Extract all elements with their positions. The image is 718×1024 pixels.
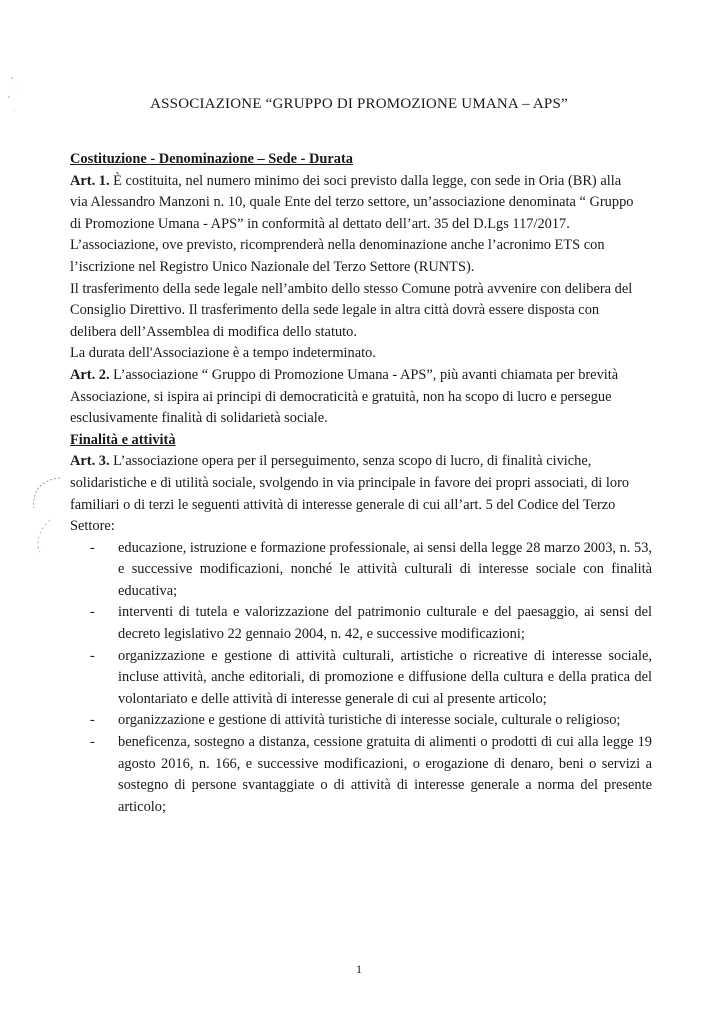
article-2: [70, 365, 652, 430]
list-item-text: organizzazione e gestione di attività turistiche di interesse sociale, culturale o religioso;: [118, 712, 621, 729]
list-item: [70, 646, 652, 711]
stamp-mark: [0, 460, 70, 570]
article-2-label: Art. 2.: [70, 366, 110, 383]
paragraph-line: Consiglio Direttivo. Il trasferimento della sede legale in altra città dovrà essere disposta con: [70, 302, 600, 319]
section-heading-costituzione: Costituzione - Denominazione – Sede - Durata: [70, 151, 353, 167]
document-title: ASSOCIAZIONE “GRUPPO DI PROMOZIONE UMANA – APS”: [150, 96, 568, 112]
paragraph-trasferimento: [70, 279, 652, 344]
list-dash: -: [90, 712, 95, 729]
article-1: [70, 171, 652, 279]
article-1-line: L’associazione, ove previsto, ricomprenderà nella denominazione anche l’acronimo ETS con: [70, 237, 605, 254]
article-3-line: solidaristiche e di utilità sociale, svolgendo in via principale in favore dei propri associati, di loro: [70, 474, 630, 491]
list-dash: -: [90, 604, 95, 621]
list-item: [70, 602, 652, 645]
list-item: [70, 538, 652, 603]
article-3: [70, 451, 652, 537]
article-3-line: L’associazione opera per il perseguimento, senza scopo di lucro, di finalità civiche,: [109, 453, 592, 470]
article-1-line: di Promozione Umana - APS” in conformità al dettato dell’art. 35 del D.Lgs 117/2017.: [70, 215, 570, 232]
section-heading-finalita: Finalità e attività: [70, 431, 176, 448]
article-2-line: Associazione, si ispira ai principi di democraticità e gratuità, non ha scopo di lucro e persegue: [70, 388, 612, 405]
page-number: 1: [356, 962, 362, 976]
article-1-label: Art. 1.: [70, 172, 110, 189]
list-dash: -: [90, 539, 95, 556]
article-1-line: È costituita, nel numero minimo dei soci previsto dalla legge, con sede in Oria (BR) alla: [109, 172, 622, 189]
list-item: [70, 732, 652, 818]
document-body: [70, 149, 652, 818]
article-2-line: L’associazione “ Gruppo di Promozione Umana - APS”, più avanti chiamata per brevità: [109, 366, 619, 383]
list-dash: -: [90, 734, 95, 751]
activities-list: [70, 538, 652, 819]
list-item-text: interventi di tutela e valorizzazione del patrimonio culturale e del paesaggio, ai sensi del decreto legislativo 22 gennaio 2004, n. 42, e successive modificazioni;: [118, 604, 652, 643]
article-3-label: Art. 3.: [70, 453, 110, 470]
list-item: [70, 710, 652, 732]
paragraph-durata: La durata dell'Associazione è a tempo indeterminato.: [70, 345, 376, 362]
article-1-line: l’iscrizione nel Registro Unico Nazionale del Terzo Settore (RUNTS).: [70, 258, 475, 275]
paragraph-line: delibera dell’Assemblea di modifica dello statuto.: [70, 323, 357, 340]
list-item-text: beneficenza, sostegno a distanza, cessione gratuita di alimenti o prodotti di cui alla legge 19 agosto 2016, n. 166, e successive modificazioni, o erogazione di denaro, beni o servizi a sostegno di persone svantaggiate o di attività di interesse generale a norma del presente articolo;: [118, 734, 652, 815]
paragraph-line: Il trasferimento della sede legale nell’ambito dello stesso Comune potrà avvenire con delibera del: [70, 280, 633, 297]
article-1-line: via Alessandro Manzoni n. 10, quale Ente del terzo settore, un’associazione denominata “ Gruppo: [70, 194, 634, 211]
list-item-text: educazione, istruzione e formazione professionale, ai sensi della legge 28 marzo 2003, n. 53, e successive modificazioni, nonché le attività culturali di interesse sociale con finalità educativa;: [118, 539, 652, 599]
list-item-text: organizzazione e gestione di attività culturali, artistiche o ricreative di interesse sociale, incluse attività, anche editoriali, di promozione e diffusione della cultura e della pratica del volontariato e delle attività di interesse generale di cui al presente articolo;: [118, 647, 652, 707]
article-3-line: Settore:: [70, 518, 115, 535]
article-2-line: esclusivamente finalità di solidarietà sociale.: [70, 410, 328, 427]
article-3-line: familiari o di terzi le seguenti attività di interesse generale di cui all’art. 5 del Codice del Terzo: [70, 496, 616, 513]
list-dash: -: [90, 647, 95, 664]
